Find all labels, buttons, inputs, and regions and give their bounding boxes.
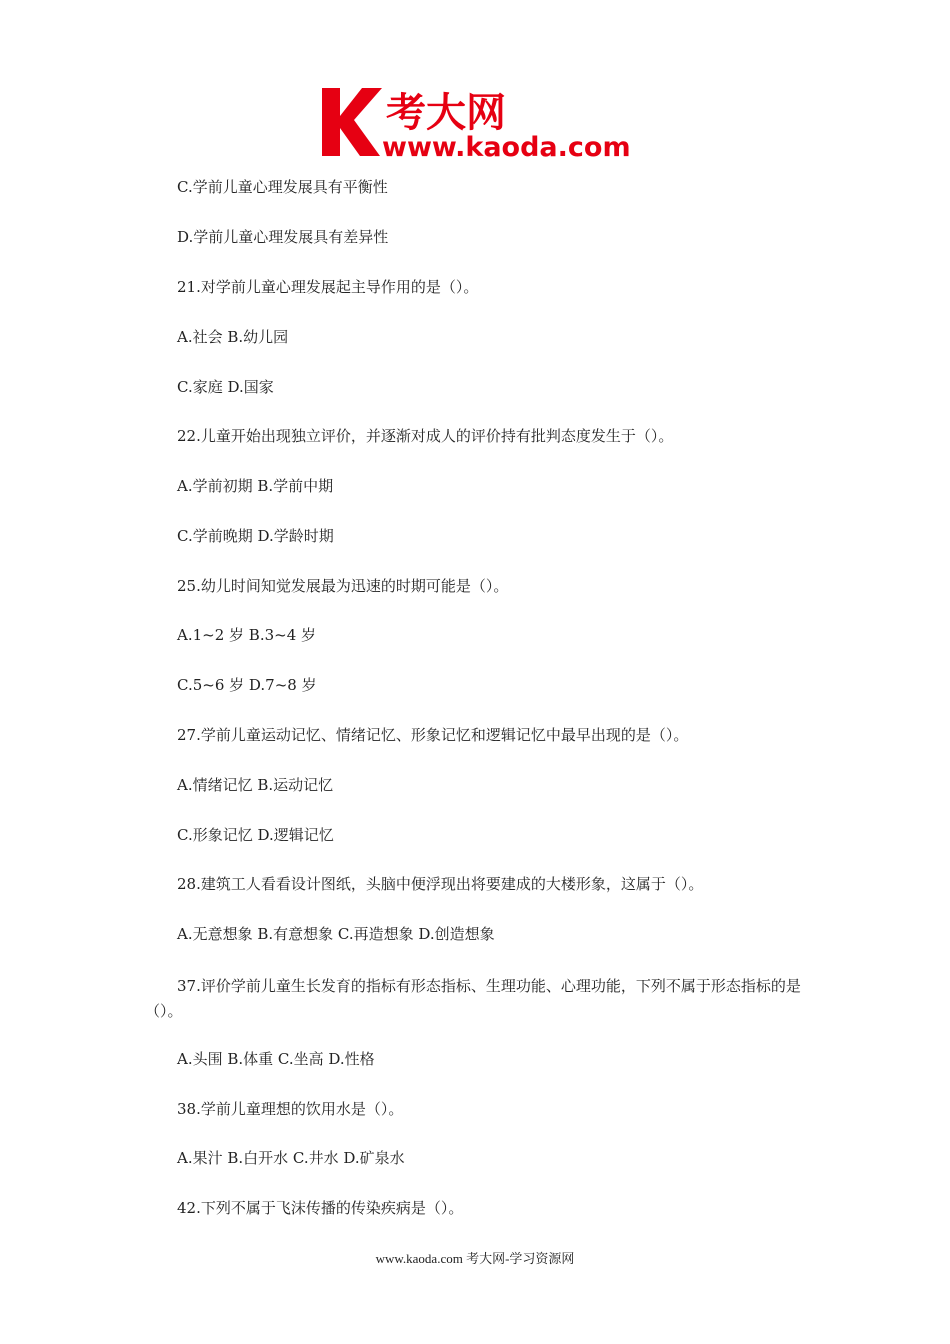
text-line: C.学前儿童心理发展具有平衡性 [177,178,388,196]
text-line: A.无意想象 B.有意想象 C.再造想象 D.创造想象 [177,925,495,943]
text-line: C.形象记忆 D.逻辑记忆 [177,826,334,844]
question-38: 38.学前儿童理想的饮用水是（）。 [177,1100,404,1118]
logo-url: www.kaoda.com [382,132,631,162]
question-27: 27.学前儿童运动记忆、情绪记忆、形象记忆和逻辑记忆中最早出现的是（）。 [177,726,689,744]
text-line: A.1~2 岁 B.3~4 岁 [177,626,317,644]
text-line: A.社会 B.幼儿园 [177,328,289,346]
text-line: A.果汁 B.白开水 C.井水 D.矿泉水 [177,1149,405,1167]
text-line: A.学前初期 B.学前中期 [177,477,334,495]
text-line: C.家庭 D.国家 [177,378,274,396]
text-line: A.头围 B.体重 C.坐高 D.性格 [177,1050,375,1068]
question-25: 25.幼儿时间知觉发展最为迅速的时期可能是（）。 [177,577,509,595]
question-37: 37.评价学前儿童生长发育的指标有形态指标、生理功能、心理功能，下列不属于形态指标的是（）。 [145,977,801,1020]
question-22: 22.儿童开始出现独立评价，并逐渐对成人的评价持有批判态度发生于（）。 [177,427,674,445]
page-footer: www.kaoda.com 考大网-学习资源网 [375,1251,575,1266]
text-line: C.学前晚期 D.学龄时期 [177,527,334,545]
question-42: 42.下列不属于飞沫传播的传染疾病是（）。 [177,1199,464,1217]
text-line: A.情绪记忆 B.运动记忆 [177,776,334,794]
text-line: D.学前儿童心理发展具有差异性 [177,228,389,246]
text-line: C.5~6 岁 D.7~8 岁 [177,676,317,694]
question-21: 21.对学前儿童心理发展起主导作用的是（）。 [177,278,479,296]
logo-chinese-name: 考大网 [386,90,506,136]
question-28: 28.建筑工人看看设计图纸，头脑中便浮现出将要建成的大楼形象，这属于（）。 [177,875,704,893]
